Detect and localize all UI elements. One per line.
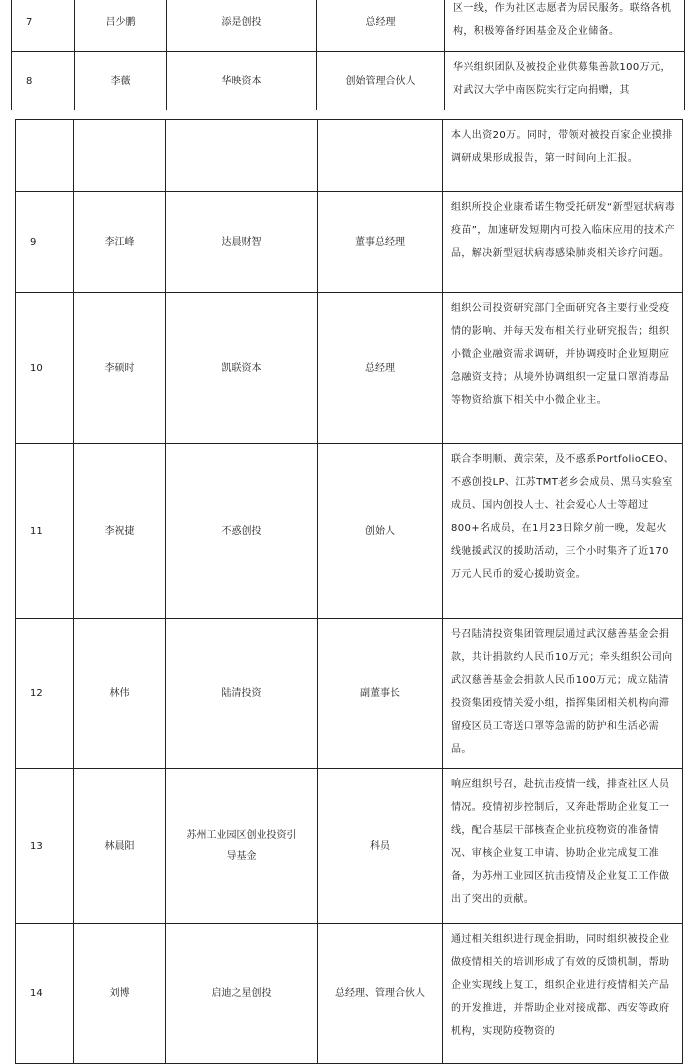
row-number: 14 xyxy=(16,924,74,1064)
organization xyxy=(166,120,318,192)
person-name: 林晨阳 xyxy=(74,769,166,924)
organization: 添是创投 xyxy=(167,0,317,52)
job-title xyxy=(318,120,443,192)
person-name: 李祝捷 xyxy=(74,444,166,619)
person-name xyxy=(74,120,166,192)
job-title: 董事总经理 xyxy=(318,192,443,293)
description: 华兴组织团队及被投企业供募集善款100万元，对武汉大学中南医院实行定向捐赠，其 xyxy=(445,52,685,112)
organization: 华映资本 xyxy=(167,52,317,112)
row-number: 12 xyxy=(16,619,74,769)
row-number: 8 xyxy=(12,52,75,112)
description: 组织公司投资研究部门全面研究各主要行业受疫情的影响、并每天发布相关行业研究报告；组织小微企业融资需求调研，并协调疫时企业短期应急融资支持；从境外协调组织一定量口罩消毒品等物资给旗下相关中小微企业主。 xyxy=(443,293,683,444)
previous-page-fragment xyxy=(0,0,693,111)
table-row xyxy=(16,120,683,192)
description: 本人出资20万。同时，带领对被投百家企业摸排调研成果形成报告，第一时间向上汇报。 xyxy=(443,120,683,192)
organization-text: 苏州工业园区创业投资引导基金 xyxy=(186,829,297,862)
description: 联合李明顺、黄宗荣，及不惑系PortfolioCEO、不惑创投LP、江苏TMT老乡会成员、黑马实验室成员、国内创投人士、社会爱心人士等超过800+名成员，在1月23日除夕前一晚，发起火线驰援武汉的援助活动，三个小时集齐了近170万元人民币的爱心援助资金。 xyxy=(443,444,683,619)
job-title: 总经理 xyxy=(318,293,443,444)
row-number: 7 xyxy=(12,0,75,52)
description: 响应组织号召，赴抗击疫情一线，排查社区人员情况。疫情初步控制后，又奔赴帮助企业复工一线，配合基层干部核查企业抗疫物资的准备情况、审核企业复工申请、协助企业完成复工准备，为苏州工业园区抗击疫情及企业复工工作做出了突出的贡献。 xyxy=(443,769,683,924)
table-row xyxy=(16,192,683,293)
row-number: 9 xyxy=(16,192,74,293)
person-name: 李江峰 xyxy=(74,192,166,293)
row-number: 10 xyxy=(16,293,74,444)
job-title: 总经理 xyxy=(317,0,445,52)
person-name: 李硕时 xyxy=(74,293,166,444)
person-name: 吕少鹏 xyxy=(75,0,167,52)
person-name: 刘博 xyxy=(74,924,166,1064)
job-title: 总经理、管理合伙人 xyxy=(318,924,443,1064)
row-number: 13 xyxy=(16,769,74,924)
table-row xyxy=(16,293,683,444)
table-row xyxy=(12,52,685,112)
job-title: 创始管理合伙人 xyxy=(317,52,445,112)
awards-table-top xyxy=(11,0,685,111)
table-row xyxy=(16,924,683,1064)
awards-table xyxy=(15,119,683,1064)
table-row xyxy=(16,444,683,619)
table-row xyxy=(16,619,683,769)
description: 区一线，作为社区志愿者为居民服务。联络各机构，积极筹备纾困基金及企业储备。 xyxy=(445,0,685,52)
organization: 凯联资本 xyxy=(166,293,318,444)
organization: 启迪之星创投 xyxy=(166,924,318,1064)
table-row xyxy=(16,769,683,924)
job-title: 副董事长 xyxy=(318,619,443,769)
description: 组织所投企业康希诺生物受托研发“新型冠状病毒疫苗”，加速研发短期内可投入临床应用的技术产品，解决新型冠状病毒感染肺炎相关诊疗问题。 xyxy=(443,192,683,293)
description: 通过相关组织进行现金捐助，同时组织被投企业做疫情相关的培训形成了有效的反馈机制，帮助企业实现线上复工，组织企业进行疫情相关产品的开发推进，并帮助企业对接成都、西安等政府机构，实现防疫物资的 xyxy=(443,924,683,1064)
organization xyxy=(166,769,318,924)
row-number xyxy=(16,120,74,192)
person-name: 林伟 xyxy=(74,619,166,769)
organization: 达晨财智 xyxy=(166,192,318,293)
row-number: 11 xyxy=(16,444,74,619)
organization: 不惑创投 xyxy=(166,444,318,619)
person-name: 李薇 xyxy=(75,52,167,112)
description: 号召陆清投资集团管理层通过武汉慈善基金会捐款，共计捐款约人民币10万元；牵头组织公司向武汉慈善基金会捐款人民币100万元；成立陆清投资集团疫情关爱小组，指挥集团相关机构向滞留疫区员工寄送口罩等急需的防护和生活必需品。 xyxy=(443,619,683,769)
page-break xyxy=(0,110,693,118)
job-title: 创始人 xyxy=(318,444,443,619)
job-title: 科员 xyxy=(318,769,443,924)
organization: 陆清投资 xyxy=(166,619,318,769)
table-row xyxy=(12,0,685,52)
